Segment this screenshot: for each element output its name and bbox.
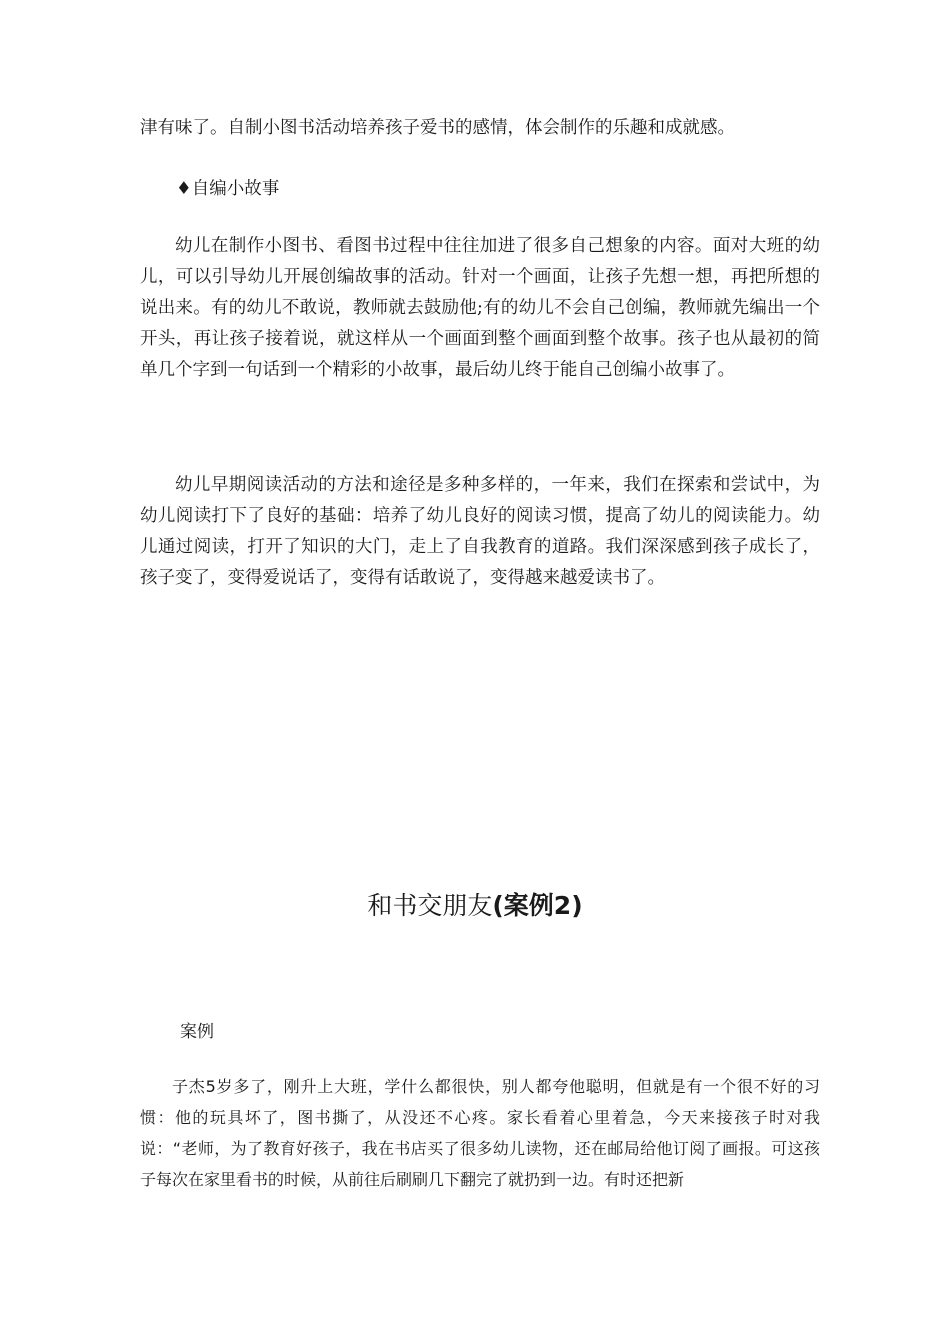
- paragraph-continued: 津有味了。自制小图书活动培养孩子爱书的感情，体会制作的乐趣和成就感。: [140, 118, 735, 138]
- paragraph-conclusion: 幼儿早期阅读活动的方法和途径是多种多样的，一年来，我们在探索和尝试中，为幼儿阅读打下了良好的基础：培养了幼儿良好的阅读习惯，提高了幼儿的阅读能力。幼儿通过阅读，打开了知识的大门，走上了自我教育的道路。我们深深感到孩子成长了，孩子变了，变得爱说话了，变得有话敢说了，变得越来越爱读书了。: [140, 475, 820, 588]
- case-title: [0, 886, 950, 926]
- case-title-paren: (案例2): [492, 891, 583, 920]
- paragraph-case: 子杰5岁多了，刚升上大班，学什么都很快，别人都夸他聪明，但就是有一个很不好的习惯：他的玩具坏了，图书撕了，从没还不心疼。家长看着心里着急，今天来接孩子时对我说：“老师，为了教育好孩子，我在书店买了很多幼儿读物，还在邮局给他订阅了画报。可这孩子每次在家里看书的时候，从前往后刷刷几下翻完了就扔到一边。有时还把新: [140, 1077, 820, 1189]
- subheading-self-made-story: ♦自编小故事: [176, 179, 280, 199]
- case-title-main: 和书交朋友: [367, 891, 493, 920]
- case-label: 案例: [180, 1022, 214, 1042]
- paragraph-story-creation: 幼儿在制作小图书、看图书过程中往往加进了很多自己想象的内容。面对大班的幼儿，可以引导幼儿开展创编故事的活动。针对一个画面，让孩子先想一想，再把所想的说出来。有的幼儿不敢说，教师就去鼓励他;有的幼儿不会自己创编，教师就先编出一个开头，再让孩子接着说，就这样从一个画面到整个画面到整个故事。孩子也从最初的简单几个字到一句话到一个精彩的小故事，最后幼儿终于能自己创编小故事了。: [140, 236, 820, 380]
